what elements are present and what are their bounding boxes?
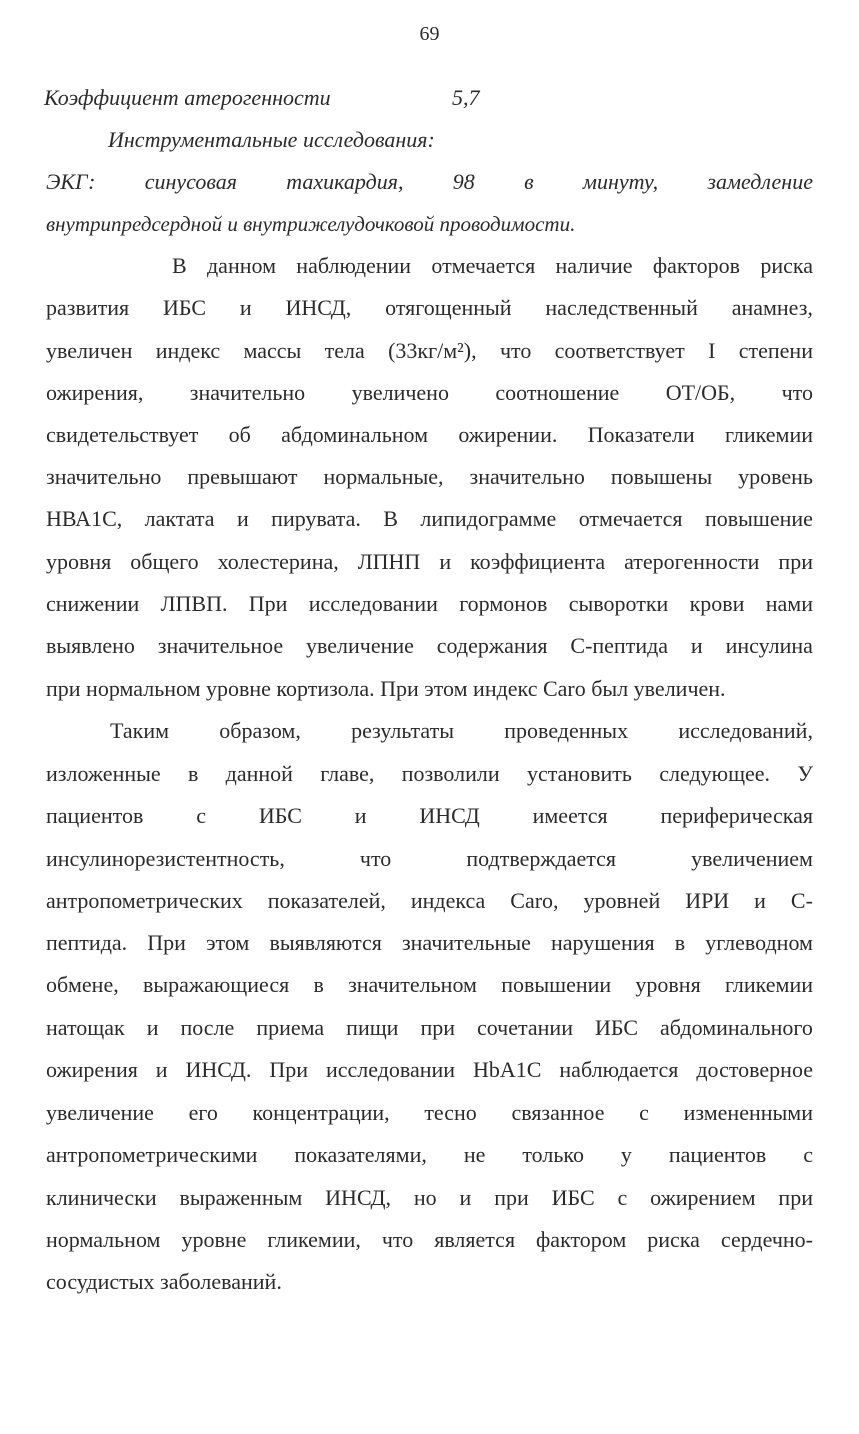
ecg-word: синусовая — [144, 169, 237, 194]
word: в — [674, 930, 686, 955]
text-line — [46, 802, 813, 830]
word: позволили — [401, 761, 500, 786]
word: пациентов — [668, 1142, 767, 1167]
word: ИНСД — [419, 803, 480, 828]
word: гликемии, — [267, 1227, 361, 1252]
word: пирувата. — [271, 506, 361, 531]
ecg-line-2: внутрипредсердной и внутрижелудочковой проводимости. — [46, 212, 576, 236]
word: крови — [689, 591, 745, 616]
word: углеводном — [705, 930, 813, 955]
text-line — [46, 971, 813, 999]
word: нарушения — [550, 930, 655, 955]
word: приема — [256, 1015, 325, 1040]
word: нормальном — [46, 1227, 161, 1252]
ecg-word: 98 — [452, 169, 475, 194]
word: при — [778, 549, 813, 574]
word: показателями, — [294, 1142, 427, 1167]
word: пептида. — [46, 930, 128, 955]
word: и — [354, 803, 367, 828]
text-line — [46, 1099, 813, 1127]
word: периферическая — [660, 803, 813, 828]
word: уровня — [46, 549, 112, 574]
word: массы — [243, 338, 302, 363]
word: индекс — [155, 338, 221, 363]
word: с — [803, 1142, 813, 1167]
word: индекса — [410, 888, 486, 913]
word: уровне — [181, 1227, 247, 1252]
word: холестерина, — [217, 549, 339, 574]
word: инсулина — [725, 633, 813, 658]
word: выражающиеся — [142, 972, 290, 997]
word: при — [420, 1015, 455, 1040]
word: об — [228, 422, 251, 447]
word: и — [754, 888, 766, 913]
word: его — [188, 1100, 218, 1125]
text-line — [46, 1226, 813, 1254]
word: соответствует — [554, 338, 685, 363]
word: и — [236, 506, 249, 531]
word: лактата — [144, 506, 215, 531]
word: ожирении. — [458, 422, 558, 447]
word: наблюдается — [559, 1057, 679, 1082]
word: фактором — [536, 1227, 627, 1252]
text-line — [172, 252, 813, 280]
word: показателей, — [267, 888, 386, 913]
word: увеличением — [691, 846, 813, 871]
word: ИБС — [162, 295, 206, 320]
word: и — [459, 1185, 472, 1210]
word: (33кг/м²), — [388, 338, 477, 363]
word: значительное — [157, 633, 284, 658]
word: отмечается — [578, 506, 683, 531]
text-line-last: при нормальном уровне кортизола. При этом индекс Caro был увеличен. — [46, 676, 726, 701]
word: ЛПНП — [357, 549, 421, 574]
word: повышении — [501, 972, 612, 997]
word: свидетельствует — [46, 422, 199, 447]
word: I — [708, 338, 716, 363]
word: нормальные, — [323, 464, 444, 489]
word: наследственный — [545, 295, 698, 320]
word: и — [239, 295, 252, 320]
word: значительные — [401, 930, 531, 955]
word: развития — [46, 295, 130, 320]
word: не — [463, 1142, 486, 1167]
word: нами — [765, 591, 813, 616]
ecg-word: в — [524, 169, 534, 194]
word: обмене, — [46, 972, 119, 997]
word: наблюдении — [296, 253, 412, 278]
text-line — [46, 337, 813, 365]
word: ожирением — [650, 1185, 756, 1210]
word: тесно — [424, 1100, 477, 1125]
word: уровня — [635, 972, 701, 997]
word: измененными — [683, 1100, 813, 1125]
word: данной — [225, 761, 293, 786]
word: выявляются — [269, 930, 382, 955]
word: выраженным — [179, 1185, 303, 1210]
word: после — [180, 1015, 235, 1040]
word: исследований, — [678, 718, 813, 743]
word: факторов — [652, 253, 741, 278]
word: в — [187, 761, 199, 786]
word: что — [381, 1227, 414, 1252]
word: отмечается — [431, 253, 536, 278]
word: снижении — [46, 591, 140, 616]
atherogenic-label: Коэффициент атерогенности — [44, 85, 331, 110]
atherogenic-value: 5,7 — [452, 85, 480, 110]
word: сыворотки — [568, 591, 669, 616]
word: коэффициента — [470, 549, 606, 574]
word: ИБС — [551, 1185, 595, 1210]
word: у — [620, 1142, 632, 1167]
word: гликемии — [724, 972, 813, 997]
word: Показатели — [587, 422, 695, 447]
word: У — [797, 761, 813, 786]
word: содержания — [436, 633, 548, 658]
word: сочетании — [476, 1015, 573, 1040]
word: ИРИ — [685, 888, 730, 913]
word: степени — [738, 338, 813, 363]
text-line — [46, 294, 813, 322]
word: следующее. — [659, 761, 771, 786]
word: ИНСД. — [185, 1057, 252, 1082]
word: натощак — [46, 1015, 125, 1040]
word: повышены — [610, 464, 713, 489]
word: клинически — [46, 1185, 157, 1210]
word: ОТ/ОБ, — [665, 380, 736, 405]
word: значительно — [46, 464, 162, 489]
word: значительно — [189, 380, 306, 405]
word: что — [359, 846, 392, 871]
word: с — [639, 1100, 649, 1125]
word: ИБС — [594, 1015, 639, 1040]
word: абдоминальном — [281, 422, 429, 447]
word: является — [434, 1227, 516, 1252]
text-line — [46, 1184, 813, 1212]
word: но — [413, 1185, 437, 1210]
text-line — [46, 505, 813, 533]
word: исследовании — [308, 591, 438, 616]
text-line — [46, 760, 813, 788]
text-line — [46, 463, 813, 491]
text-line — [46, 1014, 813, 1042]
word: значительно — [469, 464, 585, 489]
word: изложенные — [46, 761, 161, 786]
word: данном — [206, 253, 276, 278]
text-line — [46, 1056, 813, 1084]
word: При — [248, 591, 288, 616]
word: отягощенный — [385, 295, 512, 320]
word: повышение — [704, 506, 813, 531]
word: увеличение — [306, 633, 414, 658]
word: В — [172, 253, 187, 278]
word: подтверждается — [466, 846, 617, 871]
word: уровень — [738, 464, 813, 489]
word: концентрации, — [252, 1100, 390, 1125]
word: липидограмме — [420, 506, 557, 531]
word: инсулинорезистентность, — [46, 846, 285, 871]
word: ИНСД, — [285, 295, 352, 320]
word: риска — [647, 1227, 700, 1252]
word: соотношение — [495, 380, 620, 405]
ecg-word: замедление — [707, 169, 813, 194]
ecg-word: ЭКГ: — [46, 169, 96, 194]
word: установить — [526, 761, 632, 786]
word: уровней — [583, 888, 661, 913]
word: в — [313, 972, 324, 997]
ecg-line-1 — [46, 168, 813, 196]
word: увеличено — [351, 380, 449, 405]
word: ЛПВП. — [160, 591, 228, 616]
word: При — [269, 1057, 308, 1082]
word: Caro, — [510, 888, 559, 913]
word: связанное — [511, 1100, 605, 1125]
text-line — [46, 421, 813, 449]
word: значительном — [348, 972, 477, 997]
word: пациентов — [46, 803, 144, 828]
word: проведенных — [504, 718, 629, 743]
word: и — [439, 549, 452, 574]
word: этом — [206, 930, 250, 955]
word: при — [778, 1185, 813, 1210]
word: атерогенности — [624, 549, 760, 574]
word: С- — [790, 888, 813, 913]
word: анамнез, — [731, 295, 813, 320]
text-line — [110, 717, 813, 745]
word: НВА1С, — [46, 506, 123, 531]
word: ИБС — [258, 803, 302, 828]
word: В — [383, 506, 398, 531]
word: HbA1C — [473, 1057, 542, 1082]
word: при — [494, 1185, 529, 1210]
word: превышают — [187, 464, 298, 489]
page-number: 69 — [419, 23, 440, 45]
word: что — [781, 380, 813, 405]
text-line — [46, 845, 813, 873]
word: увеличение — [46, 1100, 154, 1125]
text-line — [46, 379, 813, 407]
word: общего — [130, 549, 199, 574]
instrumental-heading: Инструментальные исследования: — [108, 127, 435, 152]
ecg-word: тахикардия, — [286, 169, 404, 194]
word: и — [155, 1057, 168, 1082]
word: При — [147, 930, 186, 955]
word: только — [522, 1142, 584, 1167]
word: антропометрических — [46, 888, 243, 913]
word: и — [146, 1015, 159, 1040]
word: тела — [324, 338, 365, 363]
word: абдоминального — [660, 1015, 813, 1040]
word: с — [196, 803, 206, 828]
text-line — [46, 887, 813, 915]
word: с — [617, 1185, 628, 1210]
word: что — [499, 338, 532, 363]
word: Таким — [110, 718, 170, 743]
word: наличие — [555, 253, 633, 278]
text-line — [46, 929, 813, 957]
word: выявлено — [46, 633, 135, 658]
word: ИНСД, — [325, 1185, 392, 1210]
word: достоверное — [696, 1057, 813, 1082]
word: увеличен — [46, 338, 133, 363]
word: С-пептида — [570, 633, 669, 658]
word: ожирения, — [46, 380, 144, 405]
text-line — [46, 632, 813, 660]
word: главе, — [320, 761, 375, 786]
text-line — [46, 1141, 813, 1169]
word: образом, — [219, 718, 301, 743]
text-line — [46, 548, 813, 576]
word: антропометрическими — [46, 1142, 258, 1167]
text-line — [46, 590, 813, 618]
word: риска — [760, 253, 813, 278]
word: гликемии — [724, 422, 813, 447]
word: сердечно- — [720, 1227, 813, 1252]
word: ожирения — [46, 1057, 138, 1082]
word: исследовании — [325, 1057, 456, 1082]
word: пищи — [346, 1015, 399, 1040]
word: и — [690, 633, 703, 658]
word: имеется — [532, 803, 608, 828]
text-line-last: сосудистых заболеваний. — [46, 1269, 282, 1294]
word: гормонов — [459, 591, 548, 616]
ecg-word: минуту, — [582, 169, 659, 194]
word: результаты — [351, 718, 455, 743]
